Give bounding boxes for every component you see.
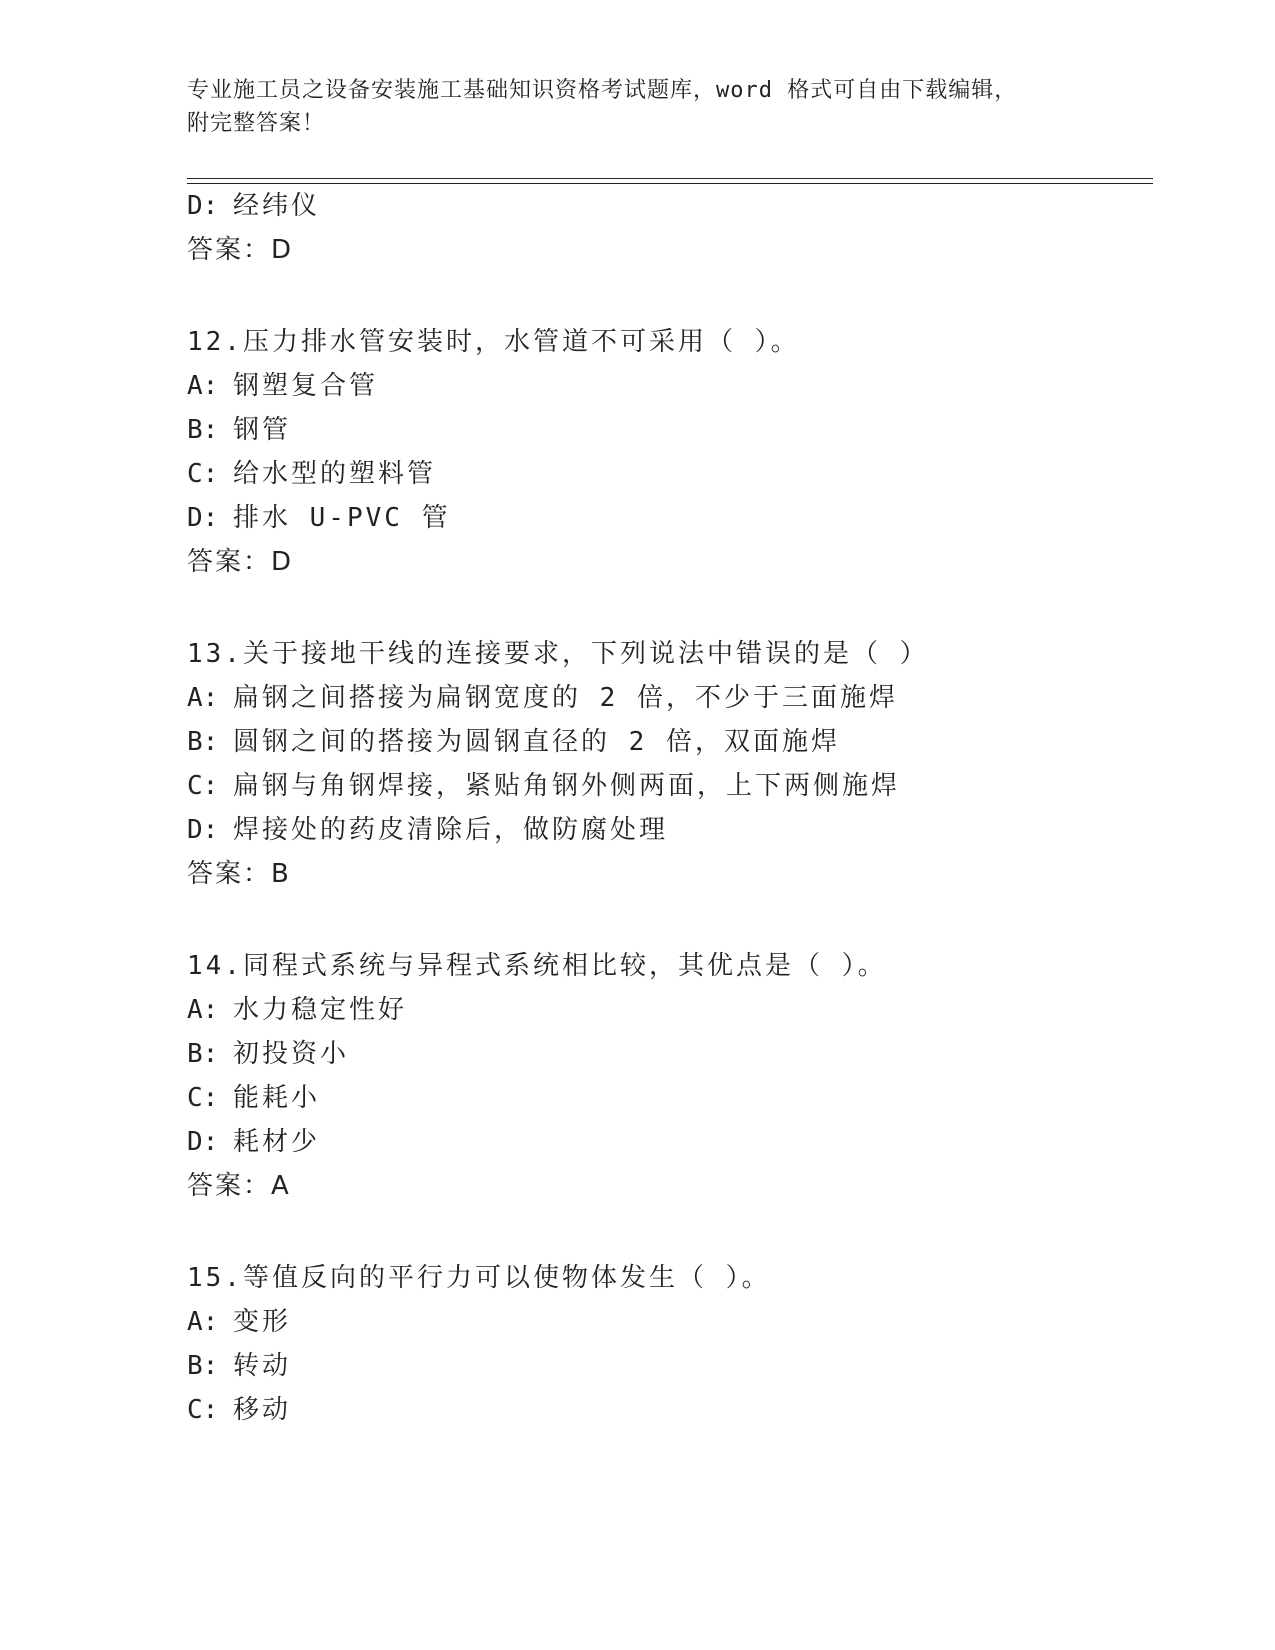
option-letter: D:	[187, 1127, 219, 1157]
option-letter: C:	[187, 1395, 219, 1425]
option-text: 水力稳定性好	[233, 995, 408, 1025]
option-letter: D:	[187, 503, 219, 533]
option-c	[187, 458, 436, 490]
option-letter: C:	[187, 771, 219, 801]
option-letter: A:	[187, 683, 219, 713]
option-b	[187, 414, 291, 446]
header-rule-top	[187, 178, 1153, 179]
option-letter: A:	[187, 371, 219, 401]
answer-line: 答案：D	[187, 235, 294, 265]
document-header	[187, 74, 1087, 140]
option-a	[187, 994, 407, 1026]
option-letter: C:	[187, 1083, 219, 1113]
answer-line: 答案：A	[187, 1171, 291, 1201]
option-text: 耗材少	[233, 1127, 321, 1157]
option-d	[187, 1126, 320, 1158]
option-text: 排水 U-PVC 管	[233, 503, 451, 533]
option-text: 钢管	[233, 415, 292, 445]
option-text: 扁钢之间搭接为扁钢宽度的 2 倍，不少于三面施焊	[233, 683, 898, 713]
option-c	[187, 1082, 320, 1114]
option-b	[187, 726, 840, 758]
option-text: 移动	[233, 1395, 292, 1425]
option-text: 扁钢与角钢焊接，紧贴角钢外侧两面，上下两侧施焊	[233, 771, 901, 801]
option-d	[187, 814, 668, 846]
option-text: 初投资小	[233, 1039, 350, 1069]
option-a	[187, 682, 898, 714]
answer-line: 答案：B	[187, 859, 291, 889]
option-text: 圆钢之间的搭接为圆钢直径的 2 倍，双面施焊	[233, 727, 840, 757]
option-d	[187, 190, 320, 222]
option-letter: D:	[187, 191, 219, 221]
option-text: 变形	[233, 1307, 292, 1337]
option-a	[187, 370, 378, 402]
option-letter: B:	[187, 1351, 219, 1381]
option-text: 给水型的塑料管	[233, 459, 437, 489]
option-c	[187, 770, 900, 802]
option-text: 能耗小	[233, 1083, 321, 1113]
option-text: 钢塑复合管	[233, 371, 379, 401]
question-stem: 13.关于接地干线的连接要求，下列说法中错误的是（ ）	[187, 639, 929, 669]
header-line-2: 附完整答案！	[187, 111, 326, 136]
header-rule-bottom	[187, 183, 1153, 184]
option-letter: A:	[187, 995, 219, 1025]
option-letter: B:	[187, 415, 219, 445]
option-b	[187, 1038, 349, 1070]
option-a	[187, 1306, 291, 1338]
option-letter: B:	[187, 727, 219, 757]
question-stem: 12.压力排水管安装时，水管道不可采用（ ）。	[187, 327, 800, 357]
option-text: 转动	[233, 1351, 292, 1381]
question-stem: 14.同程式系统与异程式系统相比较，其优点是（ ）。	[187, 951, 887, 981]
option-letter: D:	[187, 815, 219, 845]
option-c	[187, 1394, 291, 1426]
option-text: 经纬仪	[233, 191, 321, 221]
answer-line: 答案：D	[187, 547, 294, 577]
option-d	[187, 502, 451, 534]
option-b	[187, 1350, 291, 1382]
question-stem: 15.等值反向的平行力可以使物体发生（ ）。	[187, 1263, 771, 1293]
option-letter: B:	[187, 1039, 219, 1069]
option-text: 焊接处的药皮清除后，做防腐处理	[233, 815, 669, 845]
header-line-1: 专业施工员之设备安装施工基础知识资格考试题库，word 格式可自由下载编辑，	[187, 78, 1018, 103]
option-letter: C:	[187, 459, 219, 489]
option-letter: A:	[187, 1307, 219, 1337]
